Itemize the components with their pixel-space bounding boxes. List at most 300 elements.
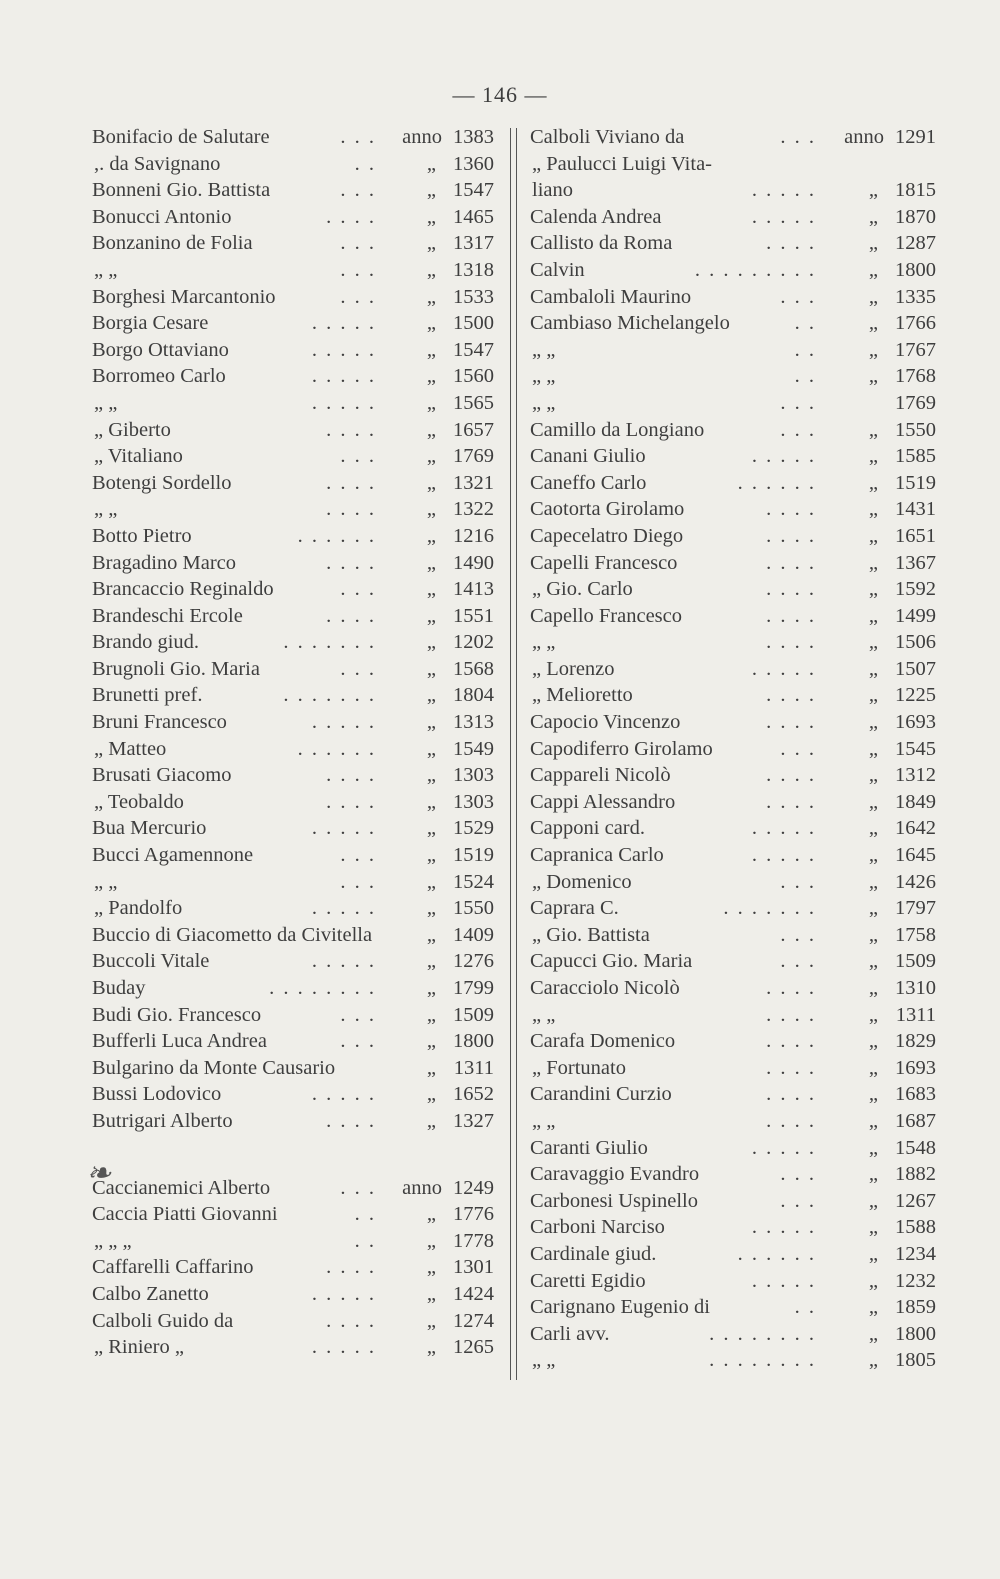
year-prefix: „ (426, 179, 436, 202)
entry-year: 1776 (453, 1203, 494, 1226)
entry-year: 1797 (895, 897, 936, 920)
entry-name: „ Pandolfo (94, 897, 183, 920)
year-prefix: „ (426, 258, 436, 281)
year-prefix: „ (868, 1322, 878, 1345)
entry-name: Caotorta Girolamo (530, 498, 685, 521)
year-prefix: „ (868, 711, 878, 734)
year-prefix: „ (426, 1229, 436, 1252)
leader-dots: . . . (340, 126, 376, 148)
leader-dots: . . . (340, 578, 376, 601)
year-prefix: „ (426, 551, 436, 574)
index-entry (530, 310, 936, 337)
entry-year: 1545 (895, 737, 936, 760)
leader-dots: . . . . . . . . . (694, 258, 816, 281)
year-prefix: „ (426, 471, 436, 494)
leader-dots: . . . . (766, 578, 816, 601)
year-prefix: „ (426, 524, 436, 547)
entry-year: 1313 (453, 711, 494, 734)
leader-dots: . . . . . (751, 1269, 816, 1292)
index-entry (530, 177, 936, 204)
leader-dots: . . . (780, 950, 816, 973)
entry-name: „ Gio. Carlo (532, 578, 633, 601)
entry-year: 1317 (453, 232, 494, 255)
leader-dots: . . . (340, 1030, 376, 1053)
entry-year: 1424 (453, 1282, 494, 1305)
entry-name: liano (532, 179, 573, 202)
leader-dots: . . . (340, 870, 376, 893)
index-column-right (530, 124, 936, 1374)
year-prefix: „ (868, 1269, 878, 1292)
entry-year: 1550 (453, 897, 494, 920)
entry-name: Cambiaso Michelangelo (530, 312, 730, 335)
entry-year: 1815 (895, 179, 936, 202)
leader-dots: . . . . . (311, 391, 376, 414)
index-entry (530, 629, 936, 656)
index-entry (530, 789, 936, 816)
entry-year: 1767 (895, 338, 936, 361)
leader-dots: . . . (780, 126, 816, 148)
entry-name: Caffarelli Caffarino (92, 1256, 254, 1279)
leader-dots: . . . (780, 391, 816, 414)
leader-dots: . . (354, 1203, 376, 1226)
year-prefix: „ (426, 897, 436, 920)
entry-name: Borromeo Carlo (92, 365, 226, 388)
year-prefix: „ (426, 1309, 436, 1332)
index-entry (92, 177, 494, 204)
entry-year: 1651 (895, 524, 936, 547)
leader-dots: . . . . . (751, 445, 816, 468)
entry-name: Capello Francesco (530, 604, 682, 627)
entry-name: Bonucci Antonio (92, 205, 232, 228)
entry-name: Cardinale giud. (530, 1242, 657, 1265)
leader-dots: . . . . . (311, 312, 376, 335)
year-prefix: „ (868, 1216, 878, 1239)
entry-name: Capodiferro Girolamo (530, 737, 713, 760)
leader-dots: . . . . . . (737, 471, 816, 494)
index-entry (92, 603, 494, 630)
year-prefix: „ (868, 977, 878, 999)
leader-dots: . . . . . (311, 817, 376, 840)
leader-dots: . . . . (326, 418, 376, 441)
leader-dots: . . . . (326, 790, 376, 813)
entry-year: 1413 (453, 578, 494, 601)
index-entry (530, 736, 936, 763)
index-entry (530, 682, 936, 709)
leader-dots: . . . . (326, 1256, 376, 1279)
year-prefix: „ (868, 764, 878, 787)
index-entry (530, 815, 936, 842)
entry-year: 1287 (895, 232, 936, 255)
index-entry (92, 230, 494, 257)
year-prefix: „ (426, 684, 436, 707)
index-entry (530, 1028, 936, 1055)
year-prefix: „ (426, 923, 436, 946)
year-prefix: „ (426, 498, 436, 521)
index-entry (92, 1254, 494, 1281)
entry-name: „ Giberto (94, 418, 171, 441)
year-prefix: „ (426, 578, 436, 601)
entry-name: Bua Mercurio (92, 817, 207, 840)
entry-year: 1766 (895, 312, 936, 335)
entry-name: Borghesi Marcantonio (92, 285, 276, 308)
index-entry (530, 922, 936, 949)
index-entry (92, 975, 494, 1002)
year-prefix: „ (868, 897, 878, 920)
year-prefix: „ (868, 1083, 878, 1106)
index-entry (92, 709, 494, 736)
entry-year: 1202 (453, 631, 494, 654)
leader-dots: . . . . (766, 551, 816, 574)
year-prefix: „ (868, 1163, 878, 1186)
year-prefix: „ (868, 817, 878, 840)
index-entry (92, 363, 494, 390)
index-entry (92, 124, 494, 151)
year-prefix: „ (868, 1189, 878, 1212)
year-prefix: „ (868, 1136, 878, 1159)
index-entry (92, 656, 494, 683)
index-entry (530, 1055, 936, 1082)
entry-year: 1265 (453, 1336, 494, 1359)
entry-year: 1322 (453, 498, 494, 521)
index-entry (86, 1156, 494, 1202)
entry-year: 1870 (895, 205, 936, 228)
year-prefix: „ (868, 471, 878, 494)
year-prefix: „ (426, 418, 436, 441)
year-prefix: „ (868, 338, 878, 361)
entry-name: Calvin (530, 258, 585, 281)
leader-dots: . . . . . . . . (709, 1349, 816, 1372)
leader-dots: . . . . (766, 1030, 816, 1053)
year-prefix: „ (868, 1349, 878, 1372)
entry-year: 1249 (453, 1176, 494, 1199)
entry-year: 1859 (895, 1296, 936, 1319)
entry-name: Carandini Curzio (530, 1083, 672, 1106)
entry-year: 1312 (895, 764, 936, 787)
leader-dots: . . . . . . . (723, 897, 816, 920)
year-prefix: „ (426, 844, 436, 867)
year-prefix: „ (868, 844, 878, 867)
leader-dots: . . (794, 338, 816, 361)
leader-dots: . . . . . . (297, 737, 376, 760)
entry-name: Calboli Viviano da (530, 126, 685, 148)
entry-name: Carli avv. (530, 1322, 610, 1345)
leader-dots: . . . . (766, 498, 816, 521)
index-entry (92, 337, 494, 364)
entry-year: 1431 (895, 498, 936, 521)
entry-year: 1693 (895, 1056, 936, 1079)
entry-name: „ „ (94, 258, 118, 281)
index-entry (92, 1201, 494, 1228)
entry-name: „ Domenico (532, 870, 632, 893)
ornament-icon: ❧ (86, 1156, 112, 1190)
year-prefix: „ (426, 445, 436, 468)
entry-name: Borgo Ottaviano (92, 338, 229, 361)
entry-year: 1804 (453, 684, 494, 707)
entry-name: Bucci Agamennone (92, 844, 254, 867)
leader-dots: . . . . . (311, 897, 376, 920)
entry-year: 1849 (895, 790, 936, 813)
entry-name: „ „ (532, 338, 556, 361)
index-entry (530, 1268, 936, 1295)
entry-year: 1805 (895, 1349, 936, 1372)
year-prefix: „ (868, 445, 878, 468)
leader-dots: . . . . . . . . (269, 977, 376, 999)
index-entry (530, 842, 936, 869)
index-entry (92, 1334, 494, 1361)
entry-year: 1232 (895, 1269, 936, 1292)
leader-dots: . . . . . . . (283, 631, 376, 654)
entry-name: Budi Gio. Francesco (92, 1003, 262, 1026)
year-prefix: „ (426, 285, 436, 308)
entry-year: 1383 (453, 126, 494, 148)
index-entry (92, 310, 494, 337)
entry-year: 1318 (453, 258, 494, 281)
leader-dots: . . . (340, 1176, 376, 1199)
entry-year: 1645 (895, 844, 936, 867)
entry-name: Bussi Lodovico (92, 1083, 222, 1106)
entry-name: Brandeschi Ercole (92, 604, 243, 627)
leader-dots: . . . . (766, 764, 816, 787)
year-prefix: „ (426, 312, 436, 335)
entry-year: 1367 (895, 551, 936, 574)
year-prefix: „ (426, 604, 436, 627)
year-prefix: „ (868, 578, 878, 601)
year-prefix: „ (426, 737, 436, 760)
entry-year: 1799 (453, 977, 494, 999)
leader-dots: . . . . . (751, 1136, 816, 1159)
year-prefix: „ (868, 1030, 878, 1053)
entry-year: 1506 (895, 631, 936, 654)
index-entry (530, 1002, 936, 1029)
year-prefix: „ (426, 1083, 436, 1106)
index-entry (92, 789, 494, 816)
leader-dots: . . . . . (311, 950, 376, 973)
year-prefix: „ (868, 631, 878, 654)
index-entry (92, 1002, 494, 1029)
year-prefix: „ (426, 1109, 436, 1132)
entry-year: 1547 (453, 338, 494, 361)
index-entry (92, 284, 494, 311)
index-entry (92, 257, 494, 284)
year-prefix: „ (426, 1056, 436, 1079)
leader-dots: . . . . (766, 711, 816, 734)
index-entry (530, 576, 936, 603)
entry-name: Brunetti pref. (92, 684, 203, 707)
entry-name: Bruni Francesco (92, 711, 227, 734)
leader-dots: . . . (340, 179, 376, 202)
index-entry (530, 443, 936, 470)
leader-dots: . . . . . (751, 179, 816, 202)
year-prefix: „ (868, 524, 878, 547)
entry-name: Canani Giulio (530, 445, 646, 468)
index-entry (92, 1135, 494, 1175)
leader-dots: . . . (780, 737, 816, 760)
year-prefix: „ (868, 870, 878, 893)
entry-year: 1465 (453, 205, 494, 228)
leader-dots: . . . (780, 870, 816, 893)
index-entry (92, 576, 494, 603)
index-entry (92, 629, 494, 656)
index-entry (530, 1241, 936, 1268)
index-entry (530, 284, 936, 311)
entry-year: 1560 (453, 365, 494, 388)
index-entry (92, 869, 494, 896)
entry-year: 1533 (453, 285, 494, 308)
entry-name: Brancaccio Reginaldo (92, 578, 274, 601)
leader-dots: . . . . . (311, 338, 376, 361)
year-prefix: „ (868, 950, 878, 973)
year-prefix: „ (868, 205, 878, 228)
index-entry (530, 363, 936, 390)
index-entry (530, 124, 936, 151)
index-entry (530, 523, 936, 550)
leader-dots: . . . . (766, 232, 816, 255)
year-prefix: „ (868, 179, 878, 202)
year-prefix: „ (426, 870, 436, 893)
entry-name: Brando giud. (92, 631, 200, 654)
year-prefix: „ (426, 338, 436, 361)
leader-dots: . . . . . (311, 711, 376, 734)
entry-year: 1519 (895, 471, 936, 494)
year-prefix: „ (868, 684, 878, 707)
entry-year: 1335 (895, 285, 936, 308)
entry-name: „ Paulucci Luigi Vita- (532, 152, 712, 175)
index-entry (92, 736, 494, 763)
index-entry (92, 443, 494, 470)
index-entry (530, 948, 936, 975)
entry-year: 1769 (895, 391, 936, 414)
entry-year: 1800 (453, 1030, 494, 1053)
entry-name: „ Melioretto (532, 684, 633, 707)
leader-dots: . . . (780, 1163, 816, 1186)
entry-year: 1585 (895, 445, 936, 468)
leader-dots: . . . (340, 657, 376, 680)
leader-dots: . . . . (326, 205, 376, 228)
entry-year: 1549 (453, 737, 494, 760)
year-prefix: „ (868, 418, 878, 441)
entry-year: 1301 (453, 1256, 494, 1279)
entry-year: 1311 (895, 1003, 936, 1026)
entry-name: „ „ „ (94, 1229, 132, 1252)
entry-name: Butrigari Alberto (92, 1109, 233, 1132)
index-entry (530, 1321, 936, 1348)
index-entry (530, 1161, 936, 1188)
entry-name: Caccianemici Alberto (92, 1176, 271, 1199)
year-prefix: anno (402, 1176, 442, 1199)
entry-name: „ „ (94, 391, 118, 414)
entry-year: 1693 (895, 711, 936, 734)
index-entry (530, 656, 936, 683)
index-entry (530, 230, 936, 257)
entry-name: Capocio Vincenzo (530, 711, 681, 734)
entry-year: 1592 (895, 578, 936, 601)
leader-dots: . . . . (766, 684, 816, 707)
entry-name: „ „ (94, 870, 118, 893)
index-entry (530, 1188, 936, 1215)
entry-name: Capucci Gio. Maria (530, 950, 693, 973)
leader-dots: . . . . . (311, 1083, 376, 1106)
leader-dots: . . . (780, 1189, 816, 1212)
index-entry (92, 948, 494, 975)
entry-name: Caretti Egidio (530, 1269, 646, 1292)
entry-name: Carignano Eugenio di (530, 1296, 710, 1319)
entry-year: 1547 (453, 179, 494, 202)
year-prefix: „ (426, 1282, 436, 1305)
entry-year: 1426 (895, 870, 936, 893)
entry-name: Bulgarino da Monte Causario (92, 1056, 336, 1079)
entry-year: 1687 (895, 1109, 936, 1132)
entry-name: „ „ (532, 631, 556, 654)
year-prefix: „ (426, 790, 436, 813)
entry-year: 1524 (453, 870, 494, 893)
entry-name: Bragadino Marco (92, 551, 237, 574)
leader-dots: . . . . . (751, 817, 816, 840)
entry-name: Brugnoli Gio. Maria (92, 657, 260, 680)
index-entry (92, 151, 494, 178)
index-entry (92, 895, 494, 922)
index-entry (92, 1308, 494, 1335)
year-prefix: „ (868, 312, 878, 335)
entry-year: 1882 (895, 1163, 936, 1186)
index-entry (530, 895, 936, 922)
entry-year: 1509 (453, 1003, 494, 1026)
entry-name: Callisto da Roma (530, 232, 673, 255)
leader-dots: . . . . (766, 604, 816, 627)
leader-dots: . . (794, 365, 816, 388)
year-prefix: „ (868, 1109, 878, 1132)
index-entry (92, 550, 494, 577)
entry-year: 1311 (453, 1056, 494, 1079)
entry-name: Caccia Piatti Giovanni (92, 1203, 278, 1226)
year-prefix: „ (868, 285, 878, 308)
entry-name: Borgia Cesare (92, 312, 209, 335)
leader-dots: . . . (340, 844, 376, 867)
entry-year: 1216 (453, 524, 494, 547)
index-entry (92, 470, 494, 497)
leader-dots: . . (794, 312, 816, 335)
leader-dots: . . . . (766, 977, 816, 999)
index-entry (530, 603, 936, 630)
entry-name: „ Lorenzo (532, 657, 615, 680)
entry-year: 1800 (895, 1322, 936, 1345)
year-prefix: „ (426, 391, 436, 414)
index-entry (92, 1081, 494, 1108)
leader-dots: . . . . . . . . (709, 1322, 816, 1345)
leader-dots: . . . . (766, 790, 816, 813)
year-prefix: anno (844, 126, 884, 148)
entry-name: „ „ (532, 1003, 556, 1026)
index-entry (530, 1135, 936, 1162)
index-entry (530, 337, 936, 364)
index-entry (530, 709, 936, 736)
entry-name: Capranica Carlo (530, 844, 664, 867)
entry-name: Brusati Giacomo (92, 764, 232, 787)
leader-dots: . . . . (326, 764, 376, 787)
year-prefix: „ (868, 498, 878, 521)
leader-dots: . . . . (766, 1083, 816, 1106)
entry-year: 1683 (895, 1083, 936, 1106)
entry-name: Botto Pietro (92, 524, 192, 547)
index-entry (92, 1228, 494, 1255)
entry-year: 1800 (895, 258, 936, 281)
leader-dots: . . . . (326, 551, 376, 574)
year-prefix: „ (868, 1296, 878, 1319)
column-divider (510, 128, 517, 1380)
index-entry (530, 470, 936, 497)
leader-dots: . . . . (326, 471, 376, 494)
entry-name: „ Fortunato (532, 1056, 626, 1079)
leader-dots: . . . . (766, 1056, 816, 1079)
